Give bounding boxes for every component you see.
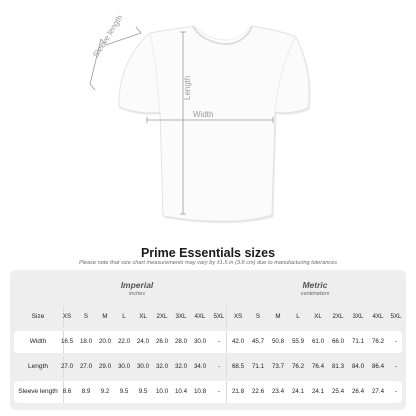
row-label: Sleeve length xyxy=(18,388,58,395)
metric-heading: Metric xyxy=(302,280,328,290)
imperial-cell: 20.0 xyxy=(98,338,112,345)
length-label: Length xyxy=(183,75,192,100)
imperial-cell: 24.0 xyxy=(136,338,150,345)
imperial-unit: inches xyxy=(129,291,145,297)
column-divider xyxy=(226,356,227,378)
page-title: Prime Essentials sizes xyxy=(140,246,276,260)
column-divider xyxy=(226,306,227,328)
metric-cell: 45.7 xyxy=(251,338,265,345)
table-row-length xyxy=(14,356,402,378)
metric-cell: 27.4 xyxy=(371,388,385,395)
imperial-cell: 29.0 xyxy=(98,363,112,370)
metric-cell: 5XL xyxy=(390,313,402,320)
imperial-cell: M xyxy=(102,313,108,320)
imperial-cell: 30.0 xyxy=(136,363,150,370)
imperial-cell: 10.4 xyxy=(174,388,188,395)
metric-cell: 68.5 xyxy=(231,363,245,370)
metric-cell: - xyxy=(394,363,398,370)
table-row-size xyxy=(14,306,402,328)
imperial-cell: 16.5 xyxy=(60,338,74,345)
imperial-cell: - xyxy=(217,338,221,345)
imperial-cell: 30.0 xyxy=(117,363,131,370)
imperial-cell: 30.0 xyxy=(193,338,207,345)
metric-cell: 76.2 xyxy=(291,363,305,370)
row-label: Length xyxy=(28,363,48,370)
imperial-cell: - xyxy=(217,388,221,395)
imperial-cell: L xyxy=(122,313,126,320)
metric-cell: 50.8 xyxy=(271,338,285,345)
metric-cell: 24.1 xyxy=(291,388,305,395)
table-row-sleeve-length xyxy=(14,381,402,403)
metric-cell: 66.0 xyxy=(331,338,345,345)
imperial-cell: - xyxy=(217,363,221,370)
metric-unit: centimeters xyxy=(300,291,330,297)
imperial-cell: 9.5 xyxy=(138,388,148,395)
imperial-cell: XS xyxy=(62,313,72,320)
row-label: Width xyxy=(29,338,47,345)
column-divider xyxy=(226,331,227,353)
metric-cell: 61.0 xyxy=(311,338,325,345)
metric-cell: 71.1 xyxy=(351,338,365,345)
imperial-cell: 27.0 xyxy=(60,363,74,370)
imperial-heading: Imperial xyxy=(120,280,154,290)
row-label: Size xyxy=(31,313,45,320)
metric-cell: 76.2 xyxy=(371,338,385,345)
imperial-cell: 34.0 xyxy=(193,363,207,370)
metric-cell: 26.4 xyxy=(351,388,365,395)
imperial-cell: 9.2 xyxy=(100,388,110,395)
imperial-cell: 9.5 xyxy=(119,388,129,395)
metric-cell: 71.1 xyxy=(251,363,265,370)
imperial-cell: 8.9 xyxy=(81,388,91,395)
imperial-cell: 32.0 xyxy=(174,363,188,370)
metric-cell: - xyxy=(394,338,398,345)
column-divider xyxy=(226,381,227,403)
metric-cell: XL xyxy=(314,313,322,320)
imperial-cell: S xyxy=(83,313,89,320)
tolerance-note: Please note that size chart measurements may vary by ±1.5 in (3.8 cm) due to manufacturing tolerances xyxy=(78,260,338,266)
imperial-cell: 10.0 xyxy=(155,388,169,395)
metric-cell: 2XL xyxy=(332,313,344,320)
metric-cell: 84.0 xyxy=(351,363,365,370)
imperial-cell: 5XL xyxy=(213,313,225,320)
sleeve-length-label: Sleeve length xyxy=(91,13,125,60)
imperial-cell: 32.0 xyxy=(155,363,169,370)
metric-cell: 22.6 xyxy=(251,388,265,395)
metric-cell: L xyxy=(296,313,300,320)
metric-cell: - xyxy=(394,388,398,395)
metric-cell: 3XL xyxy=(352,313,364,320)
tshirt-shape xyxy=(119,26,309,221)
metric-cell: XS xyxy=(233,313,243,320)
size-chart-table xyxy=(10,270,406,410)
imperial-cell: 8.6 xyxy=(62,388,72,395)
metric-cell: 42.0 xyxy=(231,338,245,345)
imperial-cell: XL xyxy=(139,313,147,320)
imperial-cell: 2XL xyxy=(156,313,168,320)
table-row-width xyxy=(14,331,402,353)
metric-cell: 24.1 xyxy=(311,388,325,395)
width-label: Width xyxy=(193,110,214,119)
imperial-cell: 4XL xyxy=(194,313,206,320)
imperial-cell: 27.0 xyxy=(79,363,93,370)
imperial-cell: 10.8 xyxy=(193,388,207,395)
imperial-cell: 26.0 xyxy=(155,338,169,345)
imperial-cell: 22.0 xyxy=(117,338,131,345)
imperial-cell: 28.0 xyxy=(174,338,188,345)
metric-cell: 76.4 xyxy=(311,363,325,370)
metric-cell: S xyxy=(255,313,261,320)
metric-cell: 4XL xyxy=(372,313,384,320)
metric-cell: 21.8 xyxy=(231,388,245,395)
imperial-cell: 18.0 xyxy=(79,338,93,345)
imperial-cell: 3XL xyxy=(175,313,187,320)
metric-cell: 73.7 xyxy=(271,363,285,370)
metric-cell: 55.9 xyxy=(291,338,305,345)
metric-cell: 81.3 xyxy=(331,363,345,370)
metric-cell: 23.4 xyxy=(271,388,285,395)
metric-cell: 86.4 xyxy=(371,363,385,370)
metric-cell: 25.4 xyxy=(331,388,345,395)
metric-cell: M xyxy=(275,313,281,320)
